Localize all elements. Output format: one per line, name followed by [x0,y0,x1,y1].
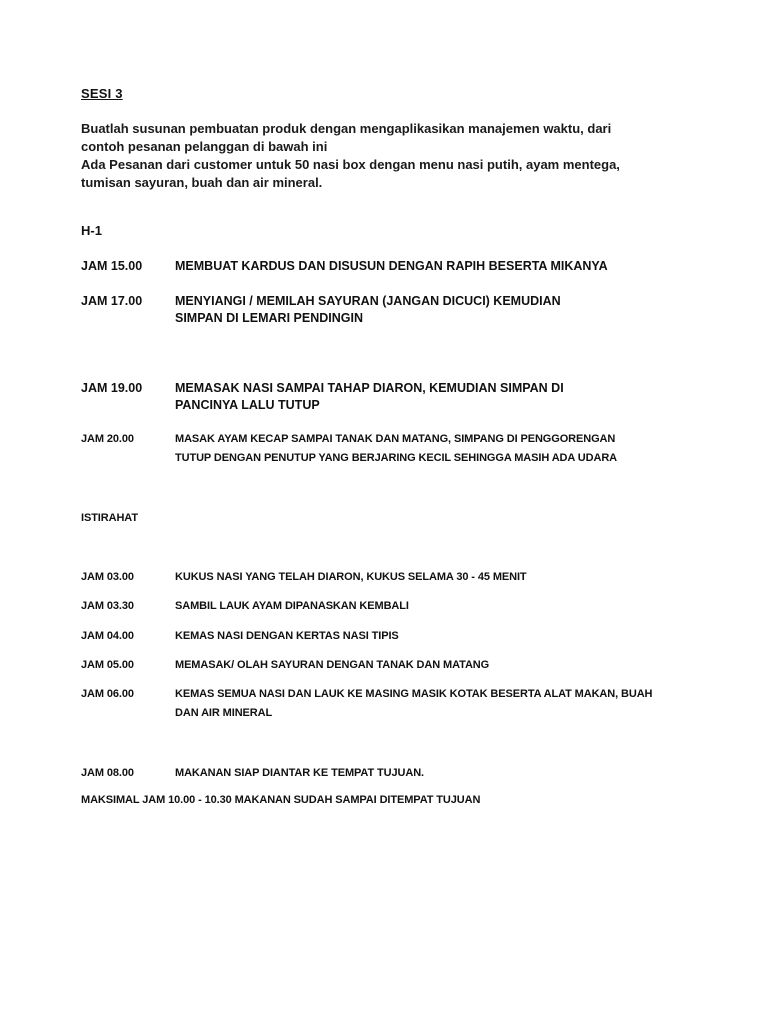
schedule-row [81,764,721,783]
schedule-row [81,597,721,616]
schedule-task: KUKUS NASI YANG TELAH DIARON, KUKUS SELAMA 30 - 45 MENIT [175,571,527,583]
session-title: SESI 3 [81,86,123,101]
schedule-time: JAM 15.00 [81,259,143,273]
day-label: H-1 [81,223,102,238]
schedule-row [81,685,721,723]
schedule-task: KEMAS NASI DENGAN KERTAS NASI TIPIS [175,630,399,642]
schedule-row [81,293,721,327]
schedule-time: JAM 03.30 [81,600,134,612]
schedule-time: JAM 17.00 [81,294,143,308]
intro-line: tumisan sayuran, buah dan air mineral. [81,175,323,190]
intro-paragraph [81,120,701,192]
schedule-time: JAM 20.00 [81,433,134,445]
schedule-row [81,656,721,675]
schedule-task: MEMBUAT KARDUS DAN DISUSUN DENGAN RAPIH BESERTA MIKANYA [175,259,608,273]
final-note: MAKSIMAL JAM 10.00 - 10.30 MAKANAN SUDAH SAMPAI DITEMPAT TUJUAN [81,794,481,806]
schedule-time: JAM 03.00 [81,571,134,583]
schedule-time: JAM 04.00 [81,630,134,642]
schedule-task: MAKANAN SIAP DIANTAR KE TEMPAT TUJUAN. [175,767,424,779]
intro-line: Buatlah susunan pembuatan produk dengan mengaplikasikan manajemen waktu, dari [81,121,612,136]
schedule-time: JAM 19.00 [81,381,143,395]
schedule-row [81,430,721,468]
schedule-task: MASAK AYAM KECAP SAMPAI TANAK DAN MATANG, SIMPANG DI PENGGORENGAN TUTUP DENGAN PENUTUP YANG BERJARING KECIL SEHINGGA MASIH ADA UDARA [175,433,618,464]
schedule-time: JAM 06.00 [81,688,134,700]
schedule-row [81,627,721,646]
schedule-task: MENYIANGI / MEMILAH SAYURAN (JANGAN DICUCI) KEMUDIAN SIMPAN DI LEMARI PENDINGIN [175,294,561,325]
intro-line: Ada Pesanan dari customer untuk 50 nasi box dengan menu nasi putih, ayam mentega, [81,157,620,172]
schedule-row [81,568,721,587]
schedule-task: KEMAS SEMUA NASI DAN LAUK KE MASING MASIK KOTAK BESERTA ALAT MAKAN, BUAH DAN AIR MINERAL [175,688,653,719]
schedule-row [81,258,721,275]
schedule-row [81,380,721,414]
schedule-task: MEMASAK/ OLAH SAYURAN DENGAN TANAK DAN MATANG [175,659,490,671]
schedule-time: JAM 08.00 [81,767,134,779]
schedule-task: SAMBIL LAUK AYAM DIPANASKAN KEMBALI [175,600,409,612]
schedule-task: MEMASAK NASI SAMPAI TAHAP DIARON, KEMUDIAN SIMPAN DI PANCINYA LALU TUTUP [175,381,564,412]
intro-line: contoh pesanan pelanggan di bawah ini [81,139,328,154]
rest-label: ISTIRAHAT [81,512,138,524]
schedule-time: JAM 05.00 [81,659,134,671]
